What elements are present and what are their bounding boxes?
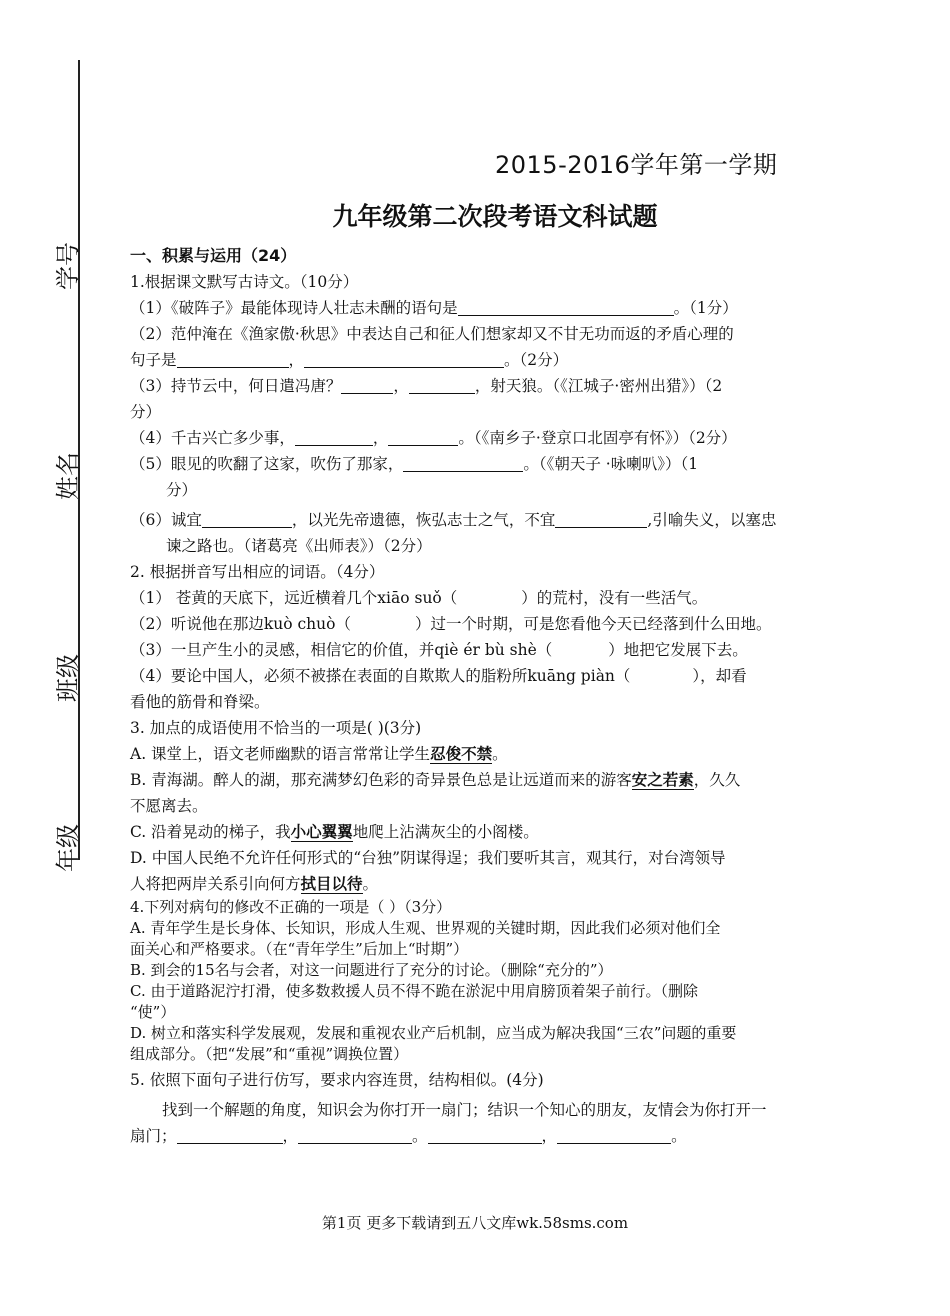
term-title: 2015-2016学年第一学期 [495, 151, 778, 179]
answer-blank[interactable] [295, 427, 373, 446]
q5-answer-line: 扇门； ， 。 ， 。 [130, 1127, 687, 1145]
q4-option-c-cont: “使”） [130, 1003, 176, 1021]
answer-blank[interactable] [428, 1125, 542, 1144]
q5-example: 找到一个解题的角度，知识会为你打开一扇门；结识一个知心的朋友，友情会为你打开一 [162, 1101, 767, 1119]
q4-option-b: B. 到会的15名与会者，对这一问题进行了充分的讨论。（删除“充分的”） [130, 961, 613, 979]
answer-blank[interactable] [177, 349, 289, 368]
q2-item-3: （3）一旦产生小的灵感，相信它的价值，并qiè ér bù shè（ ）地把它发展下去。 [130, 641, 748, 659]
q4-option-a-cont: 面关心和严格要求。（在“青年学生”后加上“时期”） [130, 940, 469, 958]
q1-item-6: （6）诚宜 ，以光先帝遗德，恢弘志士之气，不宜 ,引喻失义，以塞忠 [130, 511, 777, 529]
q1-item-5-cont: 分） [166, 481, 198, 499]
exam-title: 九年级第二次段考语文科试题 [332, 202, 658, 231]
answer-blank[interactable] [341, 375, 393, 394]
exam-content [130, 243, 855, 1149]
q2-stem: 2. 根据拼音写出相应的词语。（4分） [130, 563, 385, 581]
answer-blank[interactable] [298, 1125, 412, 1144]
q3-option-d: D. 中国人民绝不允许任何形式的“台独”阴谋得逞；我们要听其言，观其行，对台湾领导 [130, 849, 726, 867]
q1-item-3: （3）持节云中，何日遣冯唐？ ， ，射天狼。（《江城子·密州出猎》）（2 [130, 377, 723, 395]
q1-item-3-cont: 分） [130, 403, 162, 421]
answer-blank[interactable] [403, 453, 523, 472]
answer-blank[interactable] [304, 349, 504, 368]
q1-item-4: （4）千古兴亡多少事， ， 。（《南乡子·登京口北固亭有怀》）（2分） [130, 429, 737, 447]
q2-item-4-cont: 看他的筋骨和脊梁。 [130, 693, 270, 711]
q4-option-d: D. 树立和落实科学发展观，发展和重视农业产后机制，应当成为解决我国“三农”问题的重要 [130, 1024, 737, 1042]
q1-item-5: （5）眼见的吹翻了这家，吹伤了那家， 。（《朝天子 ·咏喇叭》）（1 [130, 455, 699, 473]
section-heading: 一、积累与运用（24） [130, 246, 297, 265]
idiom-mark: 安之若素 [631, 770, 694, 789]
q3-option-b: B. 青海湖。醉人的湖，那充满梦幻色彩的奇异景色总是让远道而来的游客安之若素，久久 [130, 770, 741, 789]
q2-item-4: （4）要论中国人，必须不被搽在表面的自欺欺人的脂粉所kuāng piàn（ ），却看 [130, 667, 747, 685]
idiom-mark: 小心翼翼 [290, 822, 353, 841]
q1-item-1: （1）《破阵子》最能体现诗人壮志未酬的语句是 。（1分） [130, 299, 738, 317]
q2-item-2: （2）听说他在那边kuò chuò（ ）过一个时期，可是您看他今天已经落到什么田地。 [130, 615, 772, 633]
answer-blank[interactable] [388, 427, 458, 446]
answer-blank[interactable] [202, 509, 292, 528]
q4-stem: 4.下列对病句的修改不正确的一项是（ ）（3分） [130, 898, 452, 916]
idiom-mark: 拭目以待 [300, 874, 363, 893]
q1-item-6-cont: 谏之路也。（诸葛亮《出师表》）（2分） [166, 537, 432, 555]
q3-option-c: C. 沿着晃动的梯子，我小心翼翼地爬上沾满灰尘的小阁楼。 [130, 822, 539, 841]
q4-option-a: A. 青年学生是长身体、长知识，形成人生观、世界观的关键时期，因此我们必须对他们全 [130, 919, 721, 937]
answer-blank[interactable] [555, 509, 647, 528]
q1-item-2: （2）范仲淹在《渔家傲·秋思》中表达自己和征人们想家却又不甘无功而返的矛盾心理的 [130, 325, 734, 343]
name-label: 姓名 [54, 452, 82, 500]
class-label: 班级 [54, 654, 82, 702]
answer-blank[interactable] [177, 1125, 283, 1144]
q3-option-a: A. 课堂上，语文老师幽默的语言常常让学生忍俊不禁。 [130, 744, 508, 763]
binding-strip [18, 60, 88, 880]
q3-option-d-cont: 人将把两岸关系引向何方拭目以待。 [130, 874, 379, 893]
q1-item-2-cont: 句子是 ， 。（2分） [130, 351, 569, 369]
answer-blank[interactable] [557, 1125, 671, 1144]
student-id-label: 学号 [54, 242, 82, 290]
q4-option-d-cont: 组成部分。（把“发展”和“重视”调换位置） [130, 1045, 409, 1063]
q4-block [130, 897, 855, 1065]
idiom-mark: 忍俊不禁 [430, 744, 493, 763]
grade-label: 年级 [54, 824, 82, 872]
answer-blank[interactable] [458, 297, 674, 316]
q2-item-1: （1） 苍黄的天底下，远近横着几个xiāo suǒ（ ）的荒村，没有一些活气。 [130, 589, 708, 607]
page-footer: 第1页 更多下载请到五八文库wk.58sms.com [321, 1214, 629, 1232]
q4-option-c: C. 由于道路泥泞打滑，使多数救援人员不得不跪在淤泥中用肩膀顶着架子前行。（删除 [130, 982, 698, 1000]
answer-blank[interactable] [409, 375, 475, 394]
q5-stem: 5. 依照下面句子进行仿写，要求内容连贯，结构相似。(4分) [130, 1071, 544, 1089]
q3-option-b-cont: 不愿离去。 [130, 797, 208, 815]
q1-stem: 1.根据课文默写古诗文。（10分） [130, 273, 359, 291]
q3-stem: 3. 加点的成语使用不恰当的一项是( )(3分) [130, 719, 422, 737]
